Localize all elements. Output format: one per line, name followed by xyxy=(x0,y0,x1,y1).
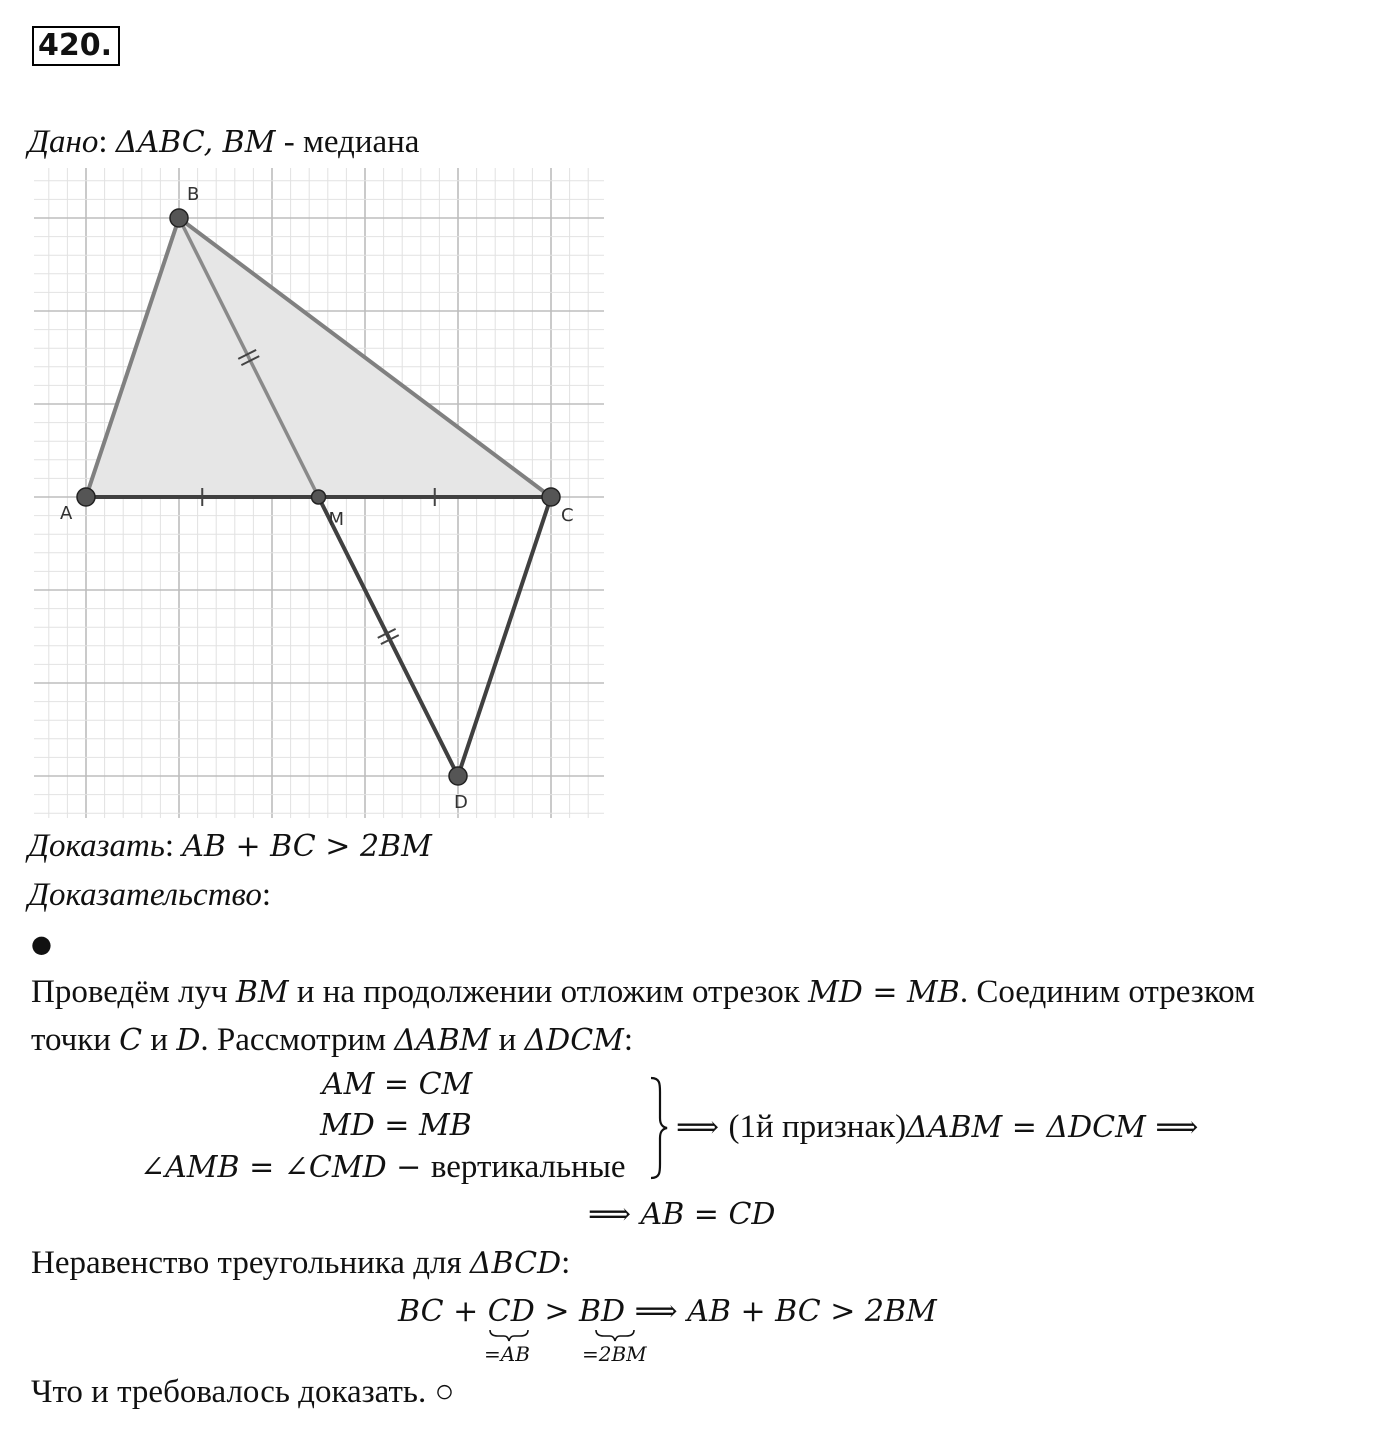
p2-math-3: ΔABM xyxy=(394,1023,491,1058)
label-b: B xyxy=(187,184,200,205)
point-c xyxy=(542,488,560,506)
given-math: ΔABC, BM xyxy=(115,125,276,160)
bd-note: =2BM xyxy=(582,1342,647,1366)
label-m: M xyxy=(328,509,345,530)
given-label: Дано xyxy=(28,124,99,160)
p1-text-3: . Соединим отрезком xyxy=(959,974,1255,1010)
system-conclusion: ⟹ AB = CD xyxy=(588,1197,776,1232)
given-rest: - медиана xyxy=(275,124,420,160)
qed-mark: ○ xyxy=(434,1374,455,1410)
prove-line xyxy=(28,826,432,867)
p2-text-5: : xyxy=(623,1022,634,1058)
system-result xyxy=(676,1107,1198,1148)
p1-math-1: BM xyxy=(235,975,289,1010)
p2-text-3: . Рассмотрим xyxy=(200,1022,395,1058)
proof-label: Доказательство xyxy=(28,877,262,913)
geometry-diagram xyxy=(34,168,604,818)
inequality-line xyxy=(398,1292,937,1332)
segment-md xyxy=(319,497,459,776)
system-line-3-math: ∠AMB = ∠CMD − xyxy=(140,1150,431,1185)
given-line xyxy=(28,122,419,163)
problem-number-dot: . xyxy=(100,28,113,63)
system-line-1: AM = CM xyxy=(322,1067,473,1102)
label-d: D xyxy=(454,792,468,813)
p1-text-1: Проведём луч xyxy=(31,974,236,1010)
bullet: ● xyxy=(31,930,52,958)
inequality-intro-text: Неравенство треугольника для xyxy=(31,1245,470,1281)
point-b xyxy=(170,209,188,227)
label-a: A xyxy=(60,503,73,524)
ineq-part1: BC + xyxy=(398,1294,488,1329)
p2-math-1: C xyxy=(119,1023,143,1058)
system-criterion: (1й признак) xyxy=(728,1109,907,1145)
prove-math: AB + BC > 2BM xyxy=(182,829,432,864)
system-result-math: ΔABM = ΔDCM ⟹ xyxy=(906,1110,1199,1145)
ineq-result: ⟹ AB + BC > 2BM xyxy=(634,1294,937,1329)
ineq-cd: CD xyxy=(487,1294,535,1329)
prove-sep: : xyxy=(164,828,183,864)
inequality-intro-math: ΔBCD xyxy=(469,1246,562,1281)
proof-line xyxy=(28,875,271,915)
problem-number: 420 xyxy=(38,28,101,63)
point-m xyxy=(312,490,326,504)
label-c: C xyxy=(561,505,574,526)
point-a xyxy=(77,488,95,506)
paragraph-line-2 xyxy=(31,1020,633,1061)
prove-label: Доказать xyxy=(28,828,165,864)
qed-text: Что и требовалось доказать. xyxy=(31,1374,435,1410)
problem-number-box xyxy=(32,26,120,66)
p2-math-4: ΔDCM xyxy=(524,1023,624,1058)
p2-text-2: и xyxy=(142,1022,177,1058)
inequality-intro-end: : xyxy=(561,1245,571,1281)
ineq-bd: BD xyxy=(579,1294,626,1329)
system-line-2: MD = MB xyxy=(320,1108,472,1143)
proof-sep: : xyxy=(261,877,272,913)
ineq-gt: > xyxy=(534,1294,579,1329)
p2-math-2: D xyxy=(176,1023,201,1058)
inequality-intro xyxy=(31,1243,570,1284)
p2-text-4: и xyxy=(490,1022,525,1058)
p1-text-2: и на продолжении отложим отрезок xyxy=(288,974,809,1010)
paragraph-line-1 xyxy=(31,972,1255,1013)
underbrace-cd xyxy=(490,1330,528,1341)
cd-note: =AB xyxy=(484,1342,530,1366)
p1-math-2: MD = MB xyxy=(808,975,960,1010)
p2-text-1: точки xyxy=(31,1022,120,1058)
segment-dc xyxy=(458,497,551,776)
system-implies: ⟹ xyxy=(676,1110,729,1145)
underbrace-bd xyxy=(596,1330,634,1341)
system-line-3-text: вертикальные xyxy=(430,1149,626,1185)
system-line-3 xyxy=(140,1147,626,1188)
triangle-abc-fill xyxy=(86,218,551,497)
right-brace xyxy=(648,1076,670,1180)
point-d xyxy=(449,767,467,785)
given-sep: : xyxy=(98,124,116,160)
qed-line xyxy=(31,1372,454,1412)
